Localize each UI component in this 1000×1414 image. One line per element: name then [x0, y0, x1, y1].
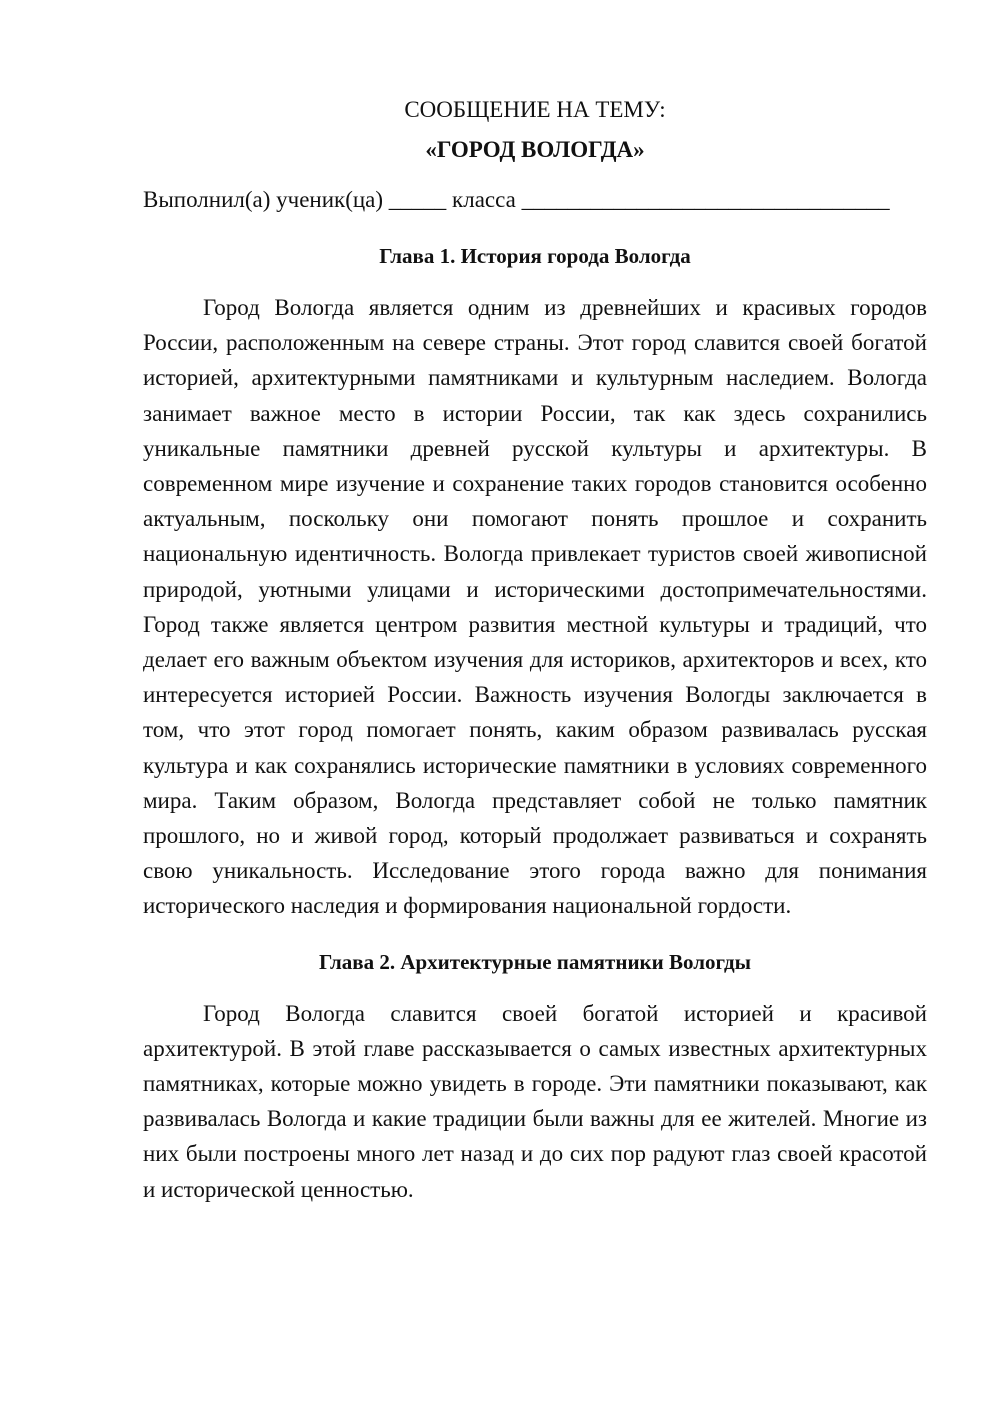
document-title: СООБЩЕНИЕ НА ТЕМУ:: [404, 97, 666, 122]
chapter-2-paragraph: Город Вологда славится своей богатой историей и красивой архитектурой. В этой главе рассказывается о самых известных архитектурных памятниках, которые можно увидеть в городе. Эти памятники показывают, как развивалась Вологда и какие традиции были важны для ее жителей. Многие из них были построены много лет назад и до сих пор радуют глаз своей красотой и исторической ценностью.: [143, 1000, 927, 1202]
document-content: [143, 92, 927, 1207]
document-subtitle: «ГОРОД ВОЛОГДА»: [425, 137, 645, 162]
chapter-1-heading: Глава 1. История города Вологда: [379, 244, 691, 268]
author-line: Выполнил(а) ученик(ца) _____ класса ________________________________: [143, 187, 890, 212]
chapter-2-heading: Глава 2. Архитектурные памятники Вологды: [318, 949, 752, 974]
chapter-1-paragraph: Город Вологда является одним из древнейших и красивых городов России, расположенным на севере страны. Этот город славится своей богатой историей, архитектурными памятниками и культурным наследием. Вологда занимает важное место в истории России, так как здесь сохранились уникальные памятники древней русской культуры и архитектуры. В современном мире изучение и сохранение таких городов становится особенно актуальным, поскольку они помогают понять прошлое и сохранить национальную идентичность. Вологда привлекает туристов своей живописной природой, уютными улицами и историческими достопримечательностями. Город также является центром развития местной культуры и традиций, что делает его важным объектом изучения для историков, архитекторов и всех, кто интересуется историей России. Важность изучения Вологды заключается в том, что этот город помогает понять, каким образом развивалась русская культура и как сохранялись исторические памятники в условиях современного мира. Таким образом, Вологда представляет собой не только памятник прошлого, но и живой город, который продолжает развиваться и сохранять свою уникальность. Исследование этого города важно для понимания исторического наследия и формирования национальной гордости.: [143, 295, 927, 919]
